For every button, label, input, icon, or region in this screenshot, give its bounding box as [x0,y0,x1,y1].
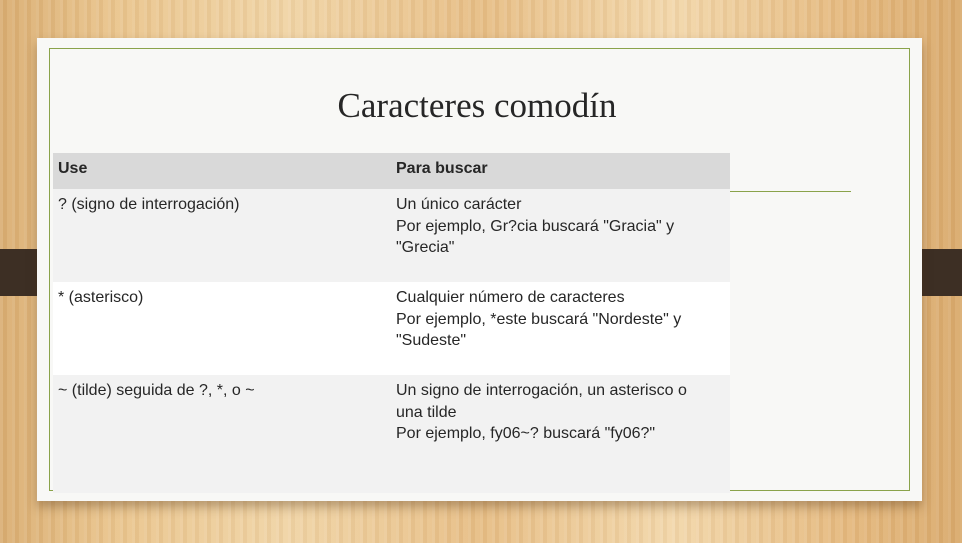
cell-use: ? (signo de interrogación) [58,196,240,213]
slide-title: Caracteres comodín [337,86,617,125]
cell-line: Cualquier número de caracteres [396,289,625,306]
table-row [53,375,730,493]
table-row [53,189,730,282]
cell-line: Por ejemplo, Gr?cia buscará "Gracia" y [396,217,675,235]
cell-line: "Grecia" [396,239,455,256]
wildcard-table [53,153,730,493]
cell-line: Un único carácter [396,196,522,213]
cell-para-buscar [391,282,730,375]
cell-use: ~ (tilde) seguida de ?, *, o ~ [58,382,255,399]
cell-line: Un signo de interrogación, un asterisco o [396,382,687,399]
header-para-buscar: Para buscar [396,160,488,177]
slide [37,38,922,501]
header-use: Use [58,160,88,177]
cell-line: una tilde [396,403,457,421]
cell-para-buscar [391,189,730,282]
table-row [53,282,730,375]
cell-use: * (asterisco) [58,289,144,306]
title-rule [727,191,851,192]
cell-line: "Sudeste" [396,332,467,349]
table-header-row [53,153,730,189]
cell-line: Por ejemplo, *este buscará "Nordeste" y [396,310,682,328]
cell-line: Por ejemplo, fy06~? buscará "fy06?" [396,425,656,442]
cell-para-buscar [391,375,730,493]
